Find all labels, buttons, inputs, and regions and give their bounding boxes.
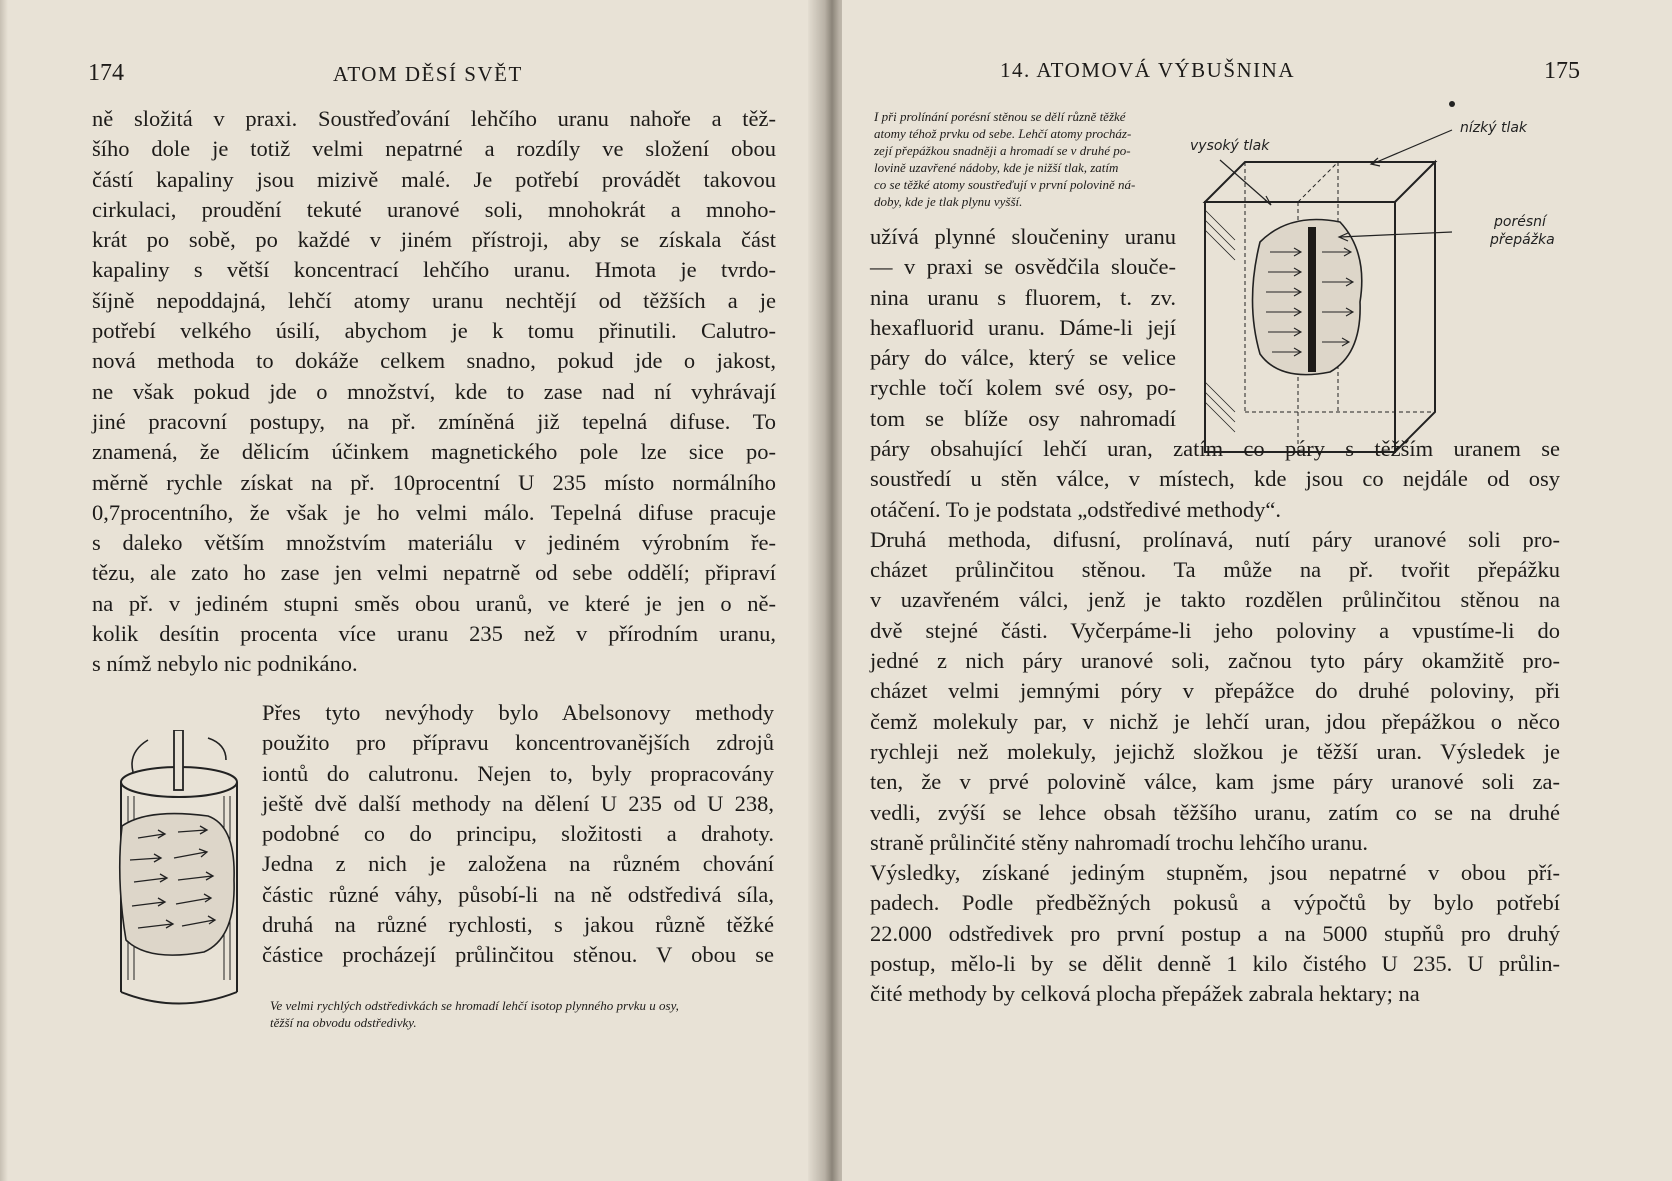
text-line: znamená, že dělicím účinkem magnetického pole lze sice po- xyxy=(92,439,776,465)
text-line: Přes tyto nevýhody bylo Abelsonovy methody xyxy=(262,700,774,725)
text-line: užívá plynné sloučeniny uranu xyxy=(870,224,1176,249)
caption-line: lovině uzavřené nádoby, kde je nižší tlak, zatím xyxy=(874,160,1119,175)
page-edge xyxy=(0,0,8,1181)
text-line: Jedna z nich je založena na různém chování xyxy=(262,851,774,877)
text-line: páry obsahující lehčí uran, zatím co páry s těžším uranem se xyxy=(870,436,1560,461)
running-head: ATOM DĚSÍ SVĚT xyxy=(333,62,523,86)
text-line: dvě stejné části. Vyčerpáme-li jeho poloviny a vpustíme-li do xyxy=(870,617,1560,643)
text-line: cházet průlinčitou stěnou. Ta může na př. tvořit přepážku xyxy=(870,557,1560,583)
text-line: otáčení. To je podstata „odstředivé methody“. xyxy=(870,496,1282,522)
text-line: padech. Podle předběžných pokusů a výpočtů by bylo potřebí xyxy=(870,890,1560,916)
text-line: podobné co do principu, složitosti a drahoty. xyxy=(262,821,774,847)
text-line: šíjně nepoddajná, lehčí atomy uranu nechtějí od těžších a je xyxy=(92,287,776,313)
text-line: s nímž nebylo nic podnikáno. xyxy=(92,651,358,677)
label-porous-wall-2: přepážka xyxy=(1490,232,1555,248)
text-line: Druhá methoda, difusní, prolínavá, nutí páry uranové soli pro- xyxy=(870,526,1560,552)
text-line: měrně rychle získat na př. 10procentní U 235 místo normálního xyxy=(92,469,776,495)
text-line: cházet velmi jemnými póry v přepážce do druhé poloviny, při xyxy=(870,678,1560,704)
text-line: tězu, ale zato ho zase jen velmi nepatrně od sebe oddělí; připraví xyxy=(92,560,776,586)
figure-caption xyxy=(270,997,770,1031)
left-page xyxy=(0,0,822,1181)
text-line: jiné pracovní postupy, na př. zmíněná již tepelná difuse. To xyxy=(92,408,776,434)
text-line: rychleji než molekuly, jejichž složkou je těžší uran. Výsledek je xyxy=(870,738,1560,764)
text-line: šího dole je totiž velmi nepatrné a rozdíly ve složení obou xyxy=(92,136,776,162)
text-line: tom se blíže osy nahromadí xyxy=(870,405,1176,431)
text-line: cirkulaci, proudění tekuté uranové soli, mnohokrát a mnoho- xyxy=(92,196,776,222)
text-line: čité methody by celková plocha přepážek zabrala hektary; na xyxy=(870,981,1420,1007)
text-line: částice procházejí průlinčitou stěnou. V obou se xyxy=(262,942,774,968)
label-low-pressure: nízký tlak xyxy=(1460,120,1528,136)
text-line: soustředí u stěn válce, v místech, kde jsou co nejdále od osy xyxy=(870,466,1560,492)
text-line: Výsledky, získané jediným stupněm, jsou nepatrné v obou pří- xyxy=(870,860,1560,886)
caption-line: atomy téhož prvku od sebe. Lehčí atomy procház- xyxy=(874,126,1132,141)
text-line: — v praxi se osvědčila slouče- xyxy=(870,254,1176,280)
caption-line: doby, kde je tlak plynu vyšší. xyxy=(874,194,1023,209)
text-line: nina uranu s fluorem, t. zv. xyxy=(870,284,1176,310)
caption-line: Ve velmi rychlých odstředivkách se hromadí lehčí isotop plynného prvku u osy, xyxy=(270,998,679,1013)
text-line: potřebí velkého úsilí, abychom je k tomu přinutili. Calutro- xyxy=(92,318,776,344)
text-line: rychle točí kolem své osy, po- xyxy=(870,375,1176,401)
text-line: kapaliny s větší koncentrací lehčího uranu. Hmota je tvrdo- xyxy=(92,257,776,283)
text-line: straně průlinčité stěny nahromadí trochu lehčího uranu. xyxy=(870,829,1368,855)
text-line: druhá na různé rychlosti, s jakou různě těžké xyxy=(262,912,774,938)
label-high-pressure: vysoký tlak xyxy=(1190,138,1270,154)
caption-line: těžší na obvodu odstředivky. xyxy=(270,1015,417,1030)
figure-caption xyxy=(874,108,1194,210)
text-line: na př. v jediném stupni směs obou uranů, ve které je jen o ně- xyxy=(92,590,776,616)
caption-line: co se těžké atomy soustřeďují v první polovině ná- xyxy=(874,177,1136,192)
body-text-side xyxy=(262,698,774,971)
text-line: s daleko větším množstvím materiálu v jediném výrobním ře- xyxy=(92,530,776,556)
text-line: ještě dvě další methody na dělení U 235 od U 238, xyxy=(262,790,774,816)
caption-line: I při prolínání porésní stěnou se dělí různě těžké xyxy=(874,109,1126,124)
text-line: hexafluorid uranu. Dáme-li její xyxy=(870,314,1176,340)
page-number: 174 xyxy=(88,60,124,86)
text-line: 22.000 odstředivek pro první postup a na 5000 stupňů pro druhý xyxy=(870,920,1560,946)
text-line: kolik desítin procenta více uranu 235 než v přírodním uranu, xyxy=(92,621,776,647)
body-text-main xyxy=(870,434,1560,1010)
text-line: částí kapaliny jsou mizivě malé. Je potřebí provádět takovou xyxy=(92,166,776,192)
text-line: částic různé váhy, působí-li na ně odstředivá síla, xyxy=(262,881,774,907)
text-line: ne však pokud jde o množství, kde to zase nad ní vyhrávají xyxy=(92,378,776,404)
caption-line: zejí přepážkou snadněji a hromadí se v druhé po- xyxy=(874,143,1131,158)
text-line: iontů do calutronu. Nejen to, byly propracovány xyxy=(262,760,774,786)
text-line: páry do válce, který se velice xyxy=(870,345,1176,371)
text-line: ně složitá v praxi. Soustřeďování lehčího uranu nahoře a těž- xyxy=(92,106,776,131)
label-porous-wall: porésní xyxy=(1494,214,1546,230)
text-line: čemž molekuly par, v nichž je lehčí uran, jdou přepážkou o něco xyxy=(870,708,1560,734)
text-line: v uzavřeném válci, jenž je takto rozdělen průlinčitou stěnou na xyxy=(870,587,1560,613)
text-line: nová methoda to dokáže celkem snadno, pokud jde o jakost, xyxy=(92,348,776,374)
porous-wall-diagram xyxy=(1190,92,1570,462)
text-line: 0,7procentního, že však je ho velmi málo. Tepelná difuse pracuje xyxy=(92,499,776,525)
running-head: 14. ATOMOVÁ VÝBUŠNINA xyxy=(1000,58,1296,82)
text-line: jedné z nich páry uranové soli, začnou tyto páry okamžitě pro- xyxy=(870,648,1560,674)
body-text-side xyxy=(870,222,1176,434)
body-text-top xyxy=(92,104,776,680)
right-page xyxy=(842,0,1672,1181)
text-line: vedli, zvýší se lehce obsah těžšího uranu, zatím co se na druhé xyxy=(870,799,1560,825)
text-line: použito pro přípravu koncentrovanějších zdrojů xyxy=(262,730,774,756)
centrifuge-illustration xyxy=(108,730,250,1030)
page-number: 175 xyxy=(1544,58,1580,84)
text-line: postup, mělo-li by se dělit denně 1 kilo čistého U 235. U průlin- xyxy=(870,951,1560,977)
text-line: krát po sobě, po každé v jiném přístroji, aby se získala část xyxy=(92,227,776,253)
text-line: ten, že v prvé polovině válce, kam jsme páry uranové soli za- xyxy=(870,769,1560,795)
